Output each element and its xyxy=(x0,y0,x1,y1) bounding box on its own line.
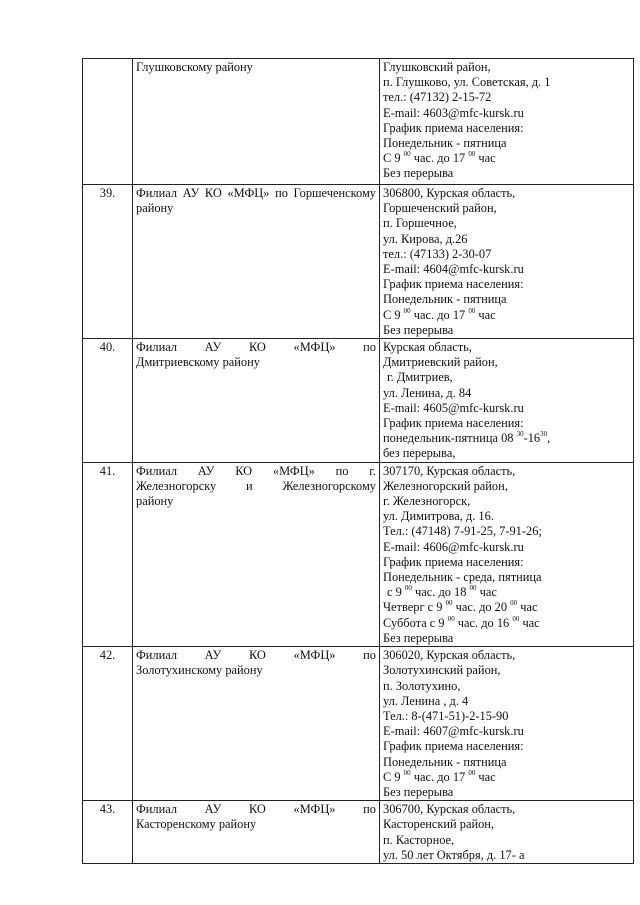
address-line: Понедельник - среда, пятница xyxy=(383,570,542,585)
branch-name-line xyxy=(136,648,376,663)
address-line: График приема населения: xyxy=(383,120,524,135)
name-word: Филиал xyxy=(136,802,178,817)
schedule-line: С 9 $^{00}$ час. до 17 $^{00}$ час xyxy=(383,768,496,784)
name-word: «МФЦ» xyxy=(293,648,336,663)
name-word: КО xyxy=(248,340,266,355)
table-row xyxy=(83,462,634,646)
branch-name-rest: Касторенскому району xyxy=(136,817,257,832)
name-word: КО xyxy=(248,802,266,817)
branch-address xyxy=(380,647,634,801)
table-row xyxy=(83,647,634,801)
address-line: Без перерыва xyxy=(383,784,454,799)
schedule-line: Суббота с 9 $^{00}$ час. до 16 $^{00}$ час xyxy=(383,614,540,630)
address-line: Понедельник - пятница xyxy=(383,136,507,151)
branch-name-line xyxy=(136,479,376,494)
branch-name xyxy=(133,647,380,801)
address-line: 306800, Курская область, xyxy=(383,186,516,200)
address-line: Дмитриевский район, xyxy=(383,355,498,370)
schedule-line: Четверг с 9 $^{00}$ час. до 20 $^{00}$ час xyxy=(383,599,538,615)
name-word: АУ xyxy=(204,648,222,663)
name-word: г. xyxy=(369,463,376,478)
minutes-superscript: 00 xyxy=(512,614,520,623)
minutes-superscript: 00 xyxy=(510,599,518,608)
schedule-line: понедельник-пятница 08 $^{30}-16^{30}$, xyxy=(383,430,551,446)
name-word: «МФЦ» xyxy=(272,463,315,478)
minutes-superscript: 00 xyxy=(403,306,411,315)
row-number: 39. xyxy=(83,185,133,339)
minutes-superscript: 30 xyxy=(540,430,548,439)
branch-address xyxy=(380,801,634,864)
name-word: Филиал xyxy=(136,648,178,663)
address-line: без перерыва, xyxy=(383,446,456,461)
branch-name-rest: Золотухинскому району xyxy=(136,663,263,678)
address-line: Касторенский район, xyxy=(383,817,495,832)
minutes-superscript: 00 xyxy=(403,768,411,777)
branch-address xyxy=(380,59,634,185)
branch-name-rest: району xyxy=(136,494,174,509)
minutes-superscript: 00 xyxy=(404,584,412,593)
row-number: 41. xyxy=(83,462,133,646)
name-word: по xyxy=(363,340,376,355)
address-line: Глушковский район, xyxy=(383,60,491,74)
address-line: E-mail: 4603@mfc-kursk.ru xyxy=(383,105,524,120)
address-line: 307170, Курская область, xyxy=(383,463,516,478)
branch-name xyxy=(133,339,380,463)
table-row xyxy=(83,339,634,463)
address-line: Тел.: 8-(471-51)-2-15-90 xyxy=(383,708,509,723)
name-word: Филиал xyxy=(136,340,178,355)
address-line: ул. Ленина , д. 4 xyxy=(383,693,469,708)
address-line: График приема населения: xyxy=(383,416,524,431)
minutes-superscript: 00 xyxy=(468,768,476,777)
table-row xyxy=(83,59,634,185)
row-number: 43. xyxy=(83,801,133,864)
name-word: по xyxy=(363,802,376,817)
row-number: 42. xyxy=(83,647,133,801)
branch-name-line xyxy=(136,802,376,817)
name-word: Железногорску xyxy=(136,478,217,493)
address-line: п. Глушково, ул. Советская, д. 1 xyxy=(383,75,551,90)
address-line: E-mail: 4606@mfc-kursk.ru xyxy=(383,539,524,554)
minutes-superscript: 30 xyxy=(516,430,524,439)
address-line: г. Железногорск, xyxy=(383,494,471,509)
address-line: ул. Ленина, д. 84 xyxy=(383,385,472,400)
name-word: АУ xyxy=(197,463,215,478)
address-line: График приема населения: xyxy=(383,277,524,292)
name-word: и xyxy=(246,478,253,493)
address-line: Без перерыва xyxy=(383,166,454,181)
address-line: График приема населения: xyxy=(383,554,524,569)
branch-name-line xyxy=(136,464,376,479)
name-word: «МФЦ» xyxy=(293,340,336,355)
address-line: ул. Кирова, д.26 xyxy=(383,231,468,246)
address-line: 306020, Курская область, xyxy=(383,648,516,663)
address-line: тел.: (47133) 2-30-07 xyxy=(383,246,492,261)
address-line: E-mail: 4604@mfc-kursk.ru xyxy=(383,262,524,277)
minutes-superscript: 00 xyxy=(403,150,411,159)
name-word: АУ xyxy=(204,340,222,355)
address-line: График приема населения: xyxy=(383,739,524,754)
name-word: АУ xyxy=(204,802,222,817)
schedule-line: С 9 $^{00}$ час. до 17 $^{00}$ час xyxy=(383,150,496,166)
address-line: ул. 50 лет Октября, д. 17- а xyxy=(383,847,525,862)
name-word: КО xyxy=(235,463,253,478)
address-line: Тел.: (47148) 7-91-25, 7-91-26; xyxy=(383,524,542,539)
name-word: Железногорскому xyxy=(282,478,376,493)
minutes-superscript: 00 xyxy=(468,150,476,159)
branch-name: Филиал АУ КО «МФЦ» по Горшеченскому району xyxy=(133,185,380,339)
address-line: Без перерыва xyxy=(383,322,454,337)
address-line: ул. Димитрова, д. 16. xyxy=(383,509,494,524)
branch-name: Глушковскому району xyxy=(133,59,380,185)
table-row xyxy=(83,801,634,864)
address-line: E-mail: 4605@mfc-kursk.ru xyxy=(383,400,524,415)
address-line: Без перерыва xyxy=(383,630,454,645)
minutes-superscript: 00 xyxy=(468,306,476,315)
address-line: 306700, Курская область, xyxy=(383,802,516,817)
branch-table xyxy=(82,58,634,864)
name-word: по xyxy=(363,648,376,663)
address-line: г. Дмитриев, xyxy=(387,370,453,385)
name-word: КО xyxy=(248,648,266,663)
branch-name xyxy=(133,462,380,646)
schedule-line: с 9 $^{00}$ час. до 18 $^{00}$ час xyxy=(387,584,497,600)
name-word: Филиал xyxy=(136,463,178,478)
minutes-superscript: 00 xyxy=(447,614,455,623)
branch-name-rest: Дмитриевскому району xyxy=(136,355,260,370)
branch-name-line xyxy=(136,340,376,355)
address-line: Курская область, xyxy=(383,340,472,355)
address-line: п. Касторное, xyxy=(383,832,455,847)
minutes-superscript: 00 xyxy=(469,584,477,593)
address-line: E-mail: 4607@mfc-kursk.ru xyxy=(383,724,524,739)
branch-name xyxy=(133,801,380,864)
address-line: тел.: (47132) 2-15-72 xyxy=(383,90,492,105)
table-row xyxy=(83,185,634,339)
minutes-superscript: 00 xyxy=(445,599,453,608)
address-line: п. Горшечное, xyxy=(383,216,457,231)
address-line: Золотухинский район, xyxy=(383,663,501,678)
address-line: п. Золотухино, xyxy=(383,678,461,693)
address-line: Понедельник - пятница xyxy=(383,754,507,769)
name-word: по xyxy=(335,463,349,478)
schedule-line: С 9 $^{00}$ час. до 17 $^{00}$ час xyxy=(383,306,496,322)
address-line: Горшеченский район, xyxy=(383,201,497,216)
branch-address xyxy=(380,462,634,646)
name-word: «МФЦ» xyxy=(293,802,336,817)
row-number xyxy=(83,59,133,185)
row-number: 40. xyxy=(83,339,133,463)
branch-address xyxy=(380,339,634,463)
address-line: Понедельник - пятница xyxy=(383,292,507,307)
address-line: Железногорский район, xyxy=(383,478,508,493)
branch-address xyxy=(380,185,634,339)
